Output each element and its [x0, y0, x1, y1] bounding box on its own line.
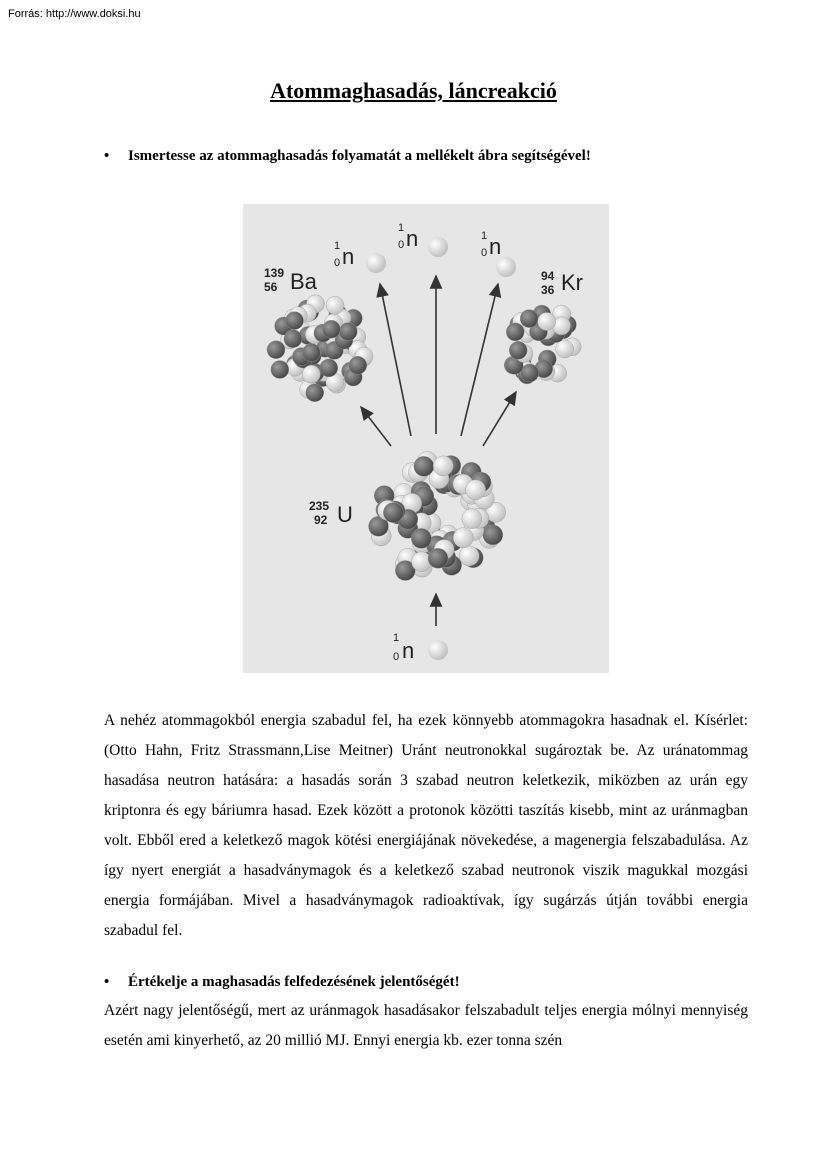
- svg-text:0: 0: [398, 239, 405, 251]
- svg-text:n: n: [402, 638, 415, 663]
- arrow-to-kr: [483, 392, 516, 446]
- svg-text:n: n: [489, 234, 502, 259]
- arrow-to-neutron-right: [461, 284, 498, 436]
- arrow-to-ba: [361, 407, 391, 446]
- svg-text:0: 0: [481, 247, 488, 259]
- krypton-nucleus: [504, 305, 581, 384]
- svg-text:U: U: [337, 502, 353, 527]
- svg-text:92: 92: [314, 513, 328, 527]
- bullet-icon: •: [104, 974, 110, 990]
- uranium-nucleus: [369, 451, 506, 580]
- label-krypton: [541, 269, 583, 297]
- svg-text:n: n: [342, 244, 355, 269]
- question-1-text: Ismertesse az atommaghasadás folyamatát a mellékelt ábra segítségével!: [128, 148, 591, 164]
- svg-text:0: 0: [334, 257, 341, 269]
- label-neutron-mid: [398, 222, 418, 251]
- neutron-left: [366, 253, 386, 273]
- svg-text:1: 1: [393, 632, 400, 644]
- svg-text:0: 0: [393, 651, 400, 663]
- neutron-right: [496, 257, 516, 277]
- barium-nucleus: [267, 295, 373, 402]
- svg-text:1: 1: [334, 240, 341, 252]
- paragraph-1: A nehéz atommagokból energia szabadul fel, ha ezek könnyebb atommagokra hasadnak el. Kísérlet: (Otto Hahn, Fritz Strassmann,Lise Meitner) Uránt neutronokkal sugároztak be. Az uránatommag hasadása neutron hatására: a hasadás során 3 szabad neutron keletkezik, miközben az urán egy kriptonra és egy báriumra hasad. Ezek között a protonok közötti taszítás kisebb, mint az uránmagban volt. Ebből ered a keletkező magok kötési energiájának növekedése, a magenergia felszabadulása. Az így nyert energiát a hasadványmagok és a keletkező szabad neutronok viszik magukkal mozgási energia formájában. Mivel a hasadványmagok radioaktívak, így sugárzás útján további energia szabadul fel.: [104, 712, 748, 939]
- neutron-incoming: [428, 640, 448, 660]
- svg-text:139: 139: [264, 266, 285, 280]
- question-2-text: Értékelje a maghasadás felfedezésének jelentőségét!: [128, 974, 460, 990]
- label-uranium: [309, 499, 353, 527]
- svg-text:n: n: [406, 226, 419, 251]
- svg-text:1: 1: [398, 222, 405, 234]
- neutron-mid: [428, 237, 448, 257]
- nuclei-group: [267, 295, 581, 581]
- fission-diagram: [243, 204, 609, 673]
- label-neutron-right: [481, 230, 501, 259]
- bullet-icon: •: [104, 148, 110, 164]
- svg-text:56: 56: [264, 280, 278, 294]
- label-neutron-incoming: [393, 632, 414, 663]
- source-line: Forrás: http://www.doksi.hu: [8, 8, 141, 20]
- question-2: [104, 974, 460, 991]
- svg-text:Kr: Kr: [561, 270, 583, 295]
- arrow-to-neutron-left: [380, 284, 411, 436]
- svg-text:Ba: Ba: [290, 269, 317, 294]
- question-1: [104, 148, 591, 165]
- label-neutron-left: [334, 240, 354, 269]
- page-title: Atommaghasadás, láncreakció: [270, 78, 557, 103]
- svg-text:36: 36: [541, 283, 555, 297]
- paragraph-2: Azért nagy jelentőségű, mert az uránmagok hasadásakor felszabadult teljes energia mólnyi mennyiség esetén ami kinyerhető, az 20 millió MJ. Ennyi energia kb. ezer tonna szén: [104, 1002, 748, 1049]
- svg-text:94: 94: [541, 269, 555, 283]
- label-barium: [264, 266, 318, 294]
- svg-text:1: 1: [481, 230, 488, 242]
- svg-text:235: 235: [309, 499, 330, 513]
